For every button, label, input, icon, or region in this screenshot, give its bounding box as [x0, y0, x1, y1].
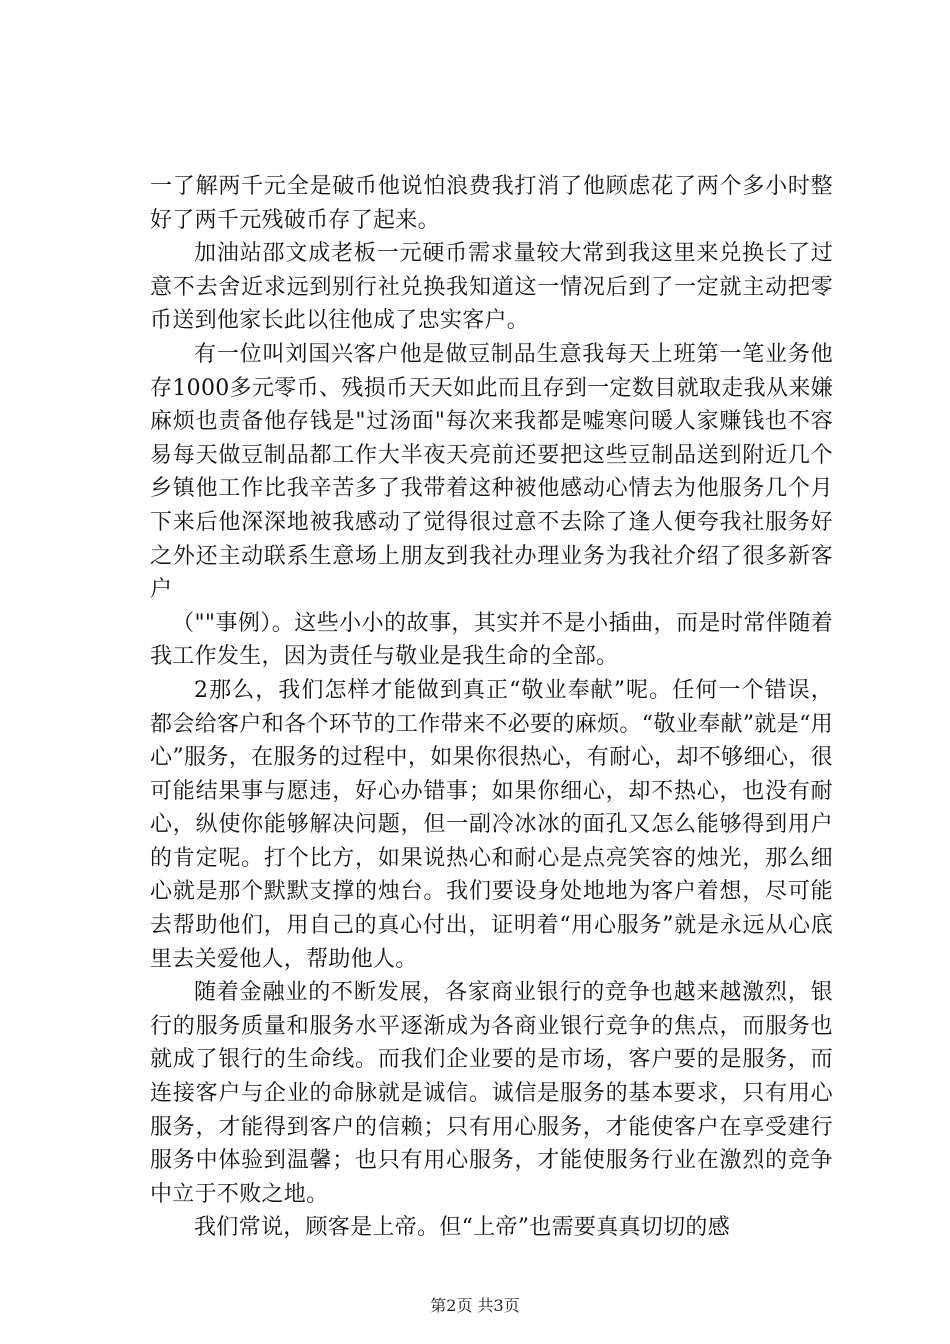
paragraph-customer-god: 我们常说，顾客是上帝。但“上帝”也需要真真切切的感	[194, 1215, 730, 1241]
page-footer: 第2页 共3页	[430, 1296, 520, 1315]
paragraph-continuation: 一了解两千元全是破币他说怕浪费我打消了他顾虑花了两个多小时整好了两千元残破币存了起来。	[150, 174, 833, 233]
paragraph-story-conclusion: （""事例）。这些小小的故事，其实并不是小插曲，而是时常伴随着我工作发生，因为责任与敬业是我生命的全部。	[150, 610, 833, 670]
paragraph-customer-story: 有一位叫刘国兴客户他是做豆制品生意我每天上班第一笔业务他存1000多元零币、残损币天天如此而且存到一定数目就取走我从来嫌麻烦也责备他存钱是"过汤面"每次来我都是嘘寒问暖人家赚钱也不容易每天做豆制品都工作大半夜天亮前还要把这些豆制品送到附近几个乡镇他工作比我辛苦多了我带着这种被他感动心情去为他服务几个月下来后他深深地被我感动了觉得很过意不去除了逢人便夸我社服务好之外还主动联系生意场上朋友到我社办理业务为我社介绍了很多新客户	[150, 341, 833, 603]
paragraph-banking-competition: 随着金融业的不断发展，各家商业银行的竞争也越来越激烈，银行的服务质量和服务水平逐渐成为各商业银行竞争的焦点，而服务也就成了银行的生命线。而我们企业要的是市场，客户要的是服务，而连接客户与企业的命脉就是诚信。诚信是服务的基本要求，只有用心服务，才能得到客户的信赖；只有用心服务，才能使客户在享受建行服务中体验到温馨；也只有用心服务，才能使服务行业在激烈的竞争中立于不败之地。	[150, 980, 833, 1207]
paragraph-dedication: 2那么，我们怎样才能做到真正“敬业奉献”呢。任何一个错误，都会给客户和各个环节的工作带来不必要的麻烦。“敬业奉献”就是“用心”服务，在服务的过程中，如果你很热心，有耐心，却不够细心，很可能结果事与愿违，好心办错事；如果你细心，却不热心，也没有耐心，纵使你能够解决问题，但一副冷冰冰的面孔又怎么能够得到用户的肯定呢。打个比方，如果说热心和耐心是点亮笑容的烛光，那么细心就是那个默默支撑的烛台。我们要设身处地地为客户着想，尽可能去帮助他们，用自己的真心付出，证明着“用心服务”就是永远从心底里去关爱他人，帮助他人。	[150, 677, 833, 972]
document-body	[150, 170, 833, 1245]
paragraph-gas-station: 加油站邵文成老板一元硬币需求量较大常到我这里来兑换长了过意不去舍近求远到别行社兑换我知道这一情况后到了一定就主动把零币送到他家长此以往他成了忠实客户。	[150, 241, 833, 334]
